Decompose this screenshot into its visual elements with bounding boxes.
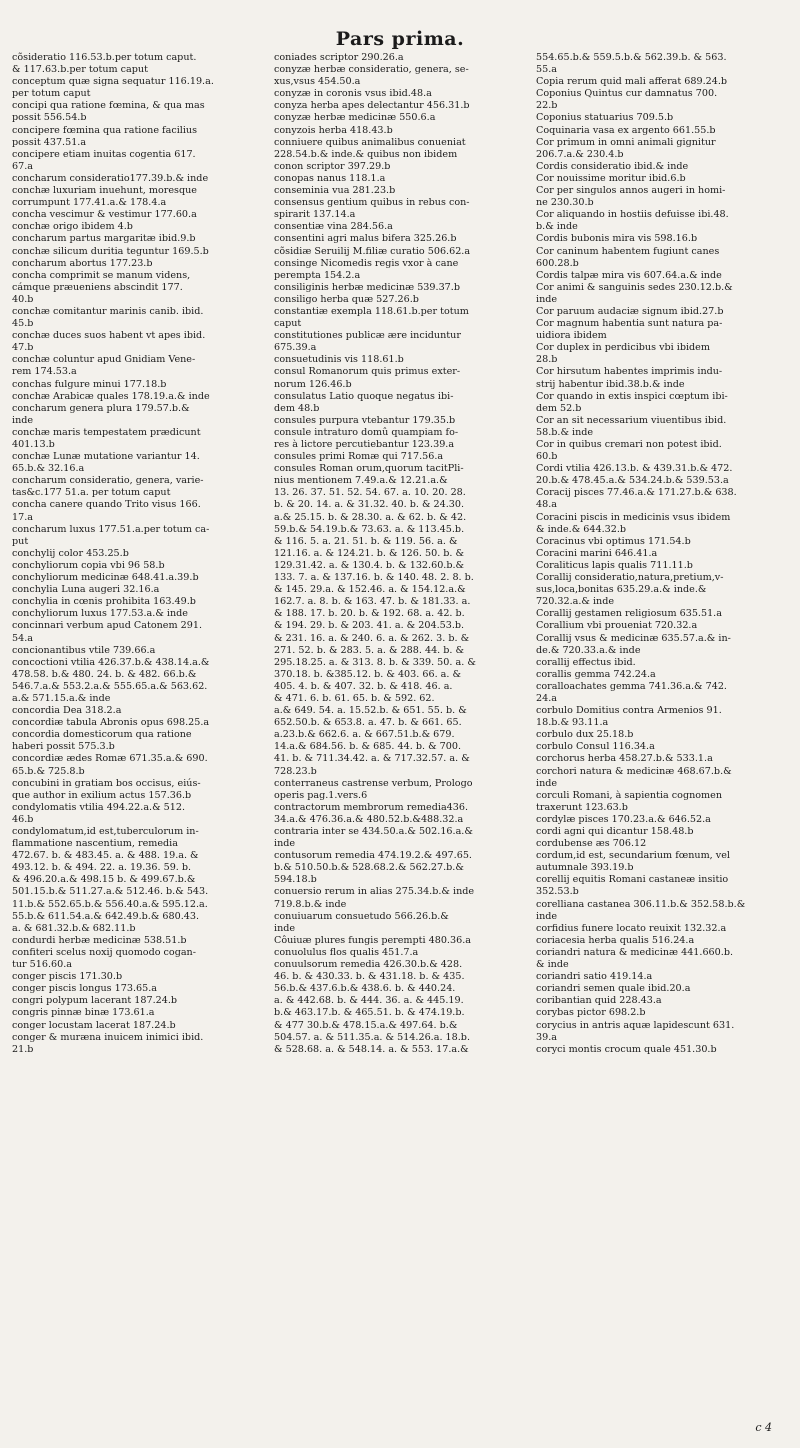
index-entry: conyzæ herbæ medicinæ 550.6.a bbox=[274, 112, 436, 124]
index-entry: concharum abortus 177.23.b bbox=[12, 257, 153, 269]
index-entry: Corallij consideratio,natura,pretium,v- bbox=[536, 572, 724, 584]
index-entry: 45.b bbox=[12, 318, 34, 330]
index-entry: corrumpunt 177.41.a.& 178.4.a bbox=[12, 197, 167, 209]
index-entry: & 471. 6. b. 61. 65. b. & 592. 62. bbox=[274, 692, 435, 704]
index-entry: inde bbox=[274, 838, 296, 850]
index-entry: haberi possit 575.3.b bbox=[12, 741, 115, 753]
index-entry: 121.16. a. & 124.21. b. & 126. 50. b. & bbox=[274, 547, 465, 559]
index-entry: 65.b.& 32.16.a bbox=[12, 463, 85, 475]
index-entry: conchæ luxuriam inuehunt, moresque bbox=[12, 185, 197, 197]
index-entry: concoctioni vtilia 426.37.b.& 438.14.a.& bbox=[12, 656, 210, 668]
index-entry: b.& 510.50.b.& 528.68.2.& 562.27.b.& bbox=[274, 862, 464, 874]
index-entry: conyzæ in coronis vsus ibid.48.a bbox=[274, 88, 432, 100]
index-entry: 493.12. b. & 494. 22. a. 19.36. 59. b. bbox=[12, 862, 192, 874]
index-entry: 39.a bbox=[536, 1031, 557, 1043]
index-entry: conyzæ herbæ consideratio, genera, se- bbox=[274, 64, 469, 76]
index-entry: consinge Nicomedis regis vxor à cane bbox=[274, 257, 459, 269]
index-entry: norum 126.46.b bbox=[274, 378, 352, 390]
index-entry: 206.7.a.& 230.4.b bbox=[536, 148, 624, 160]
index-entry: 228.54.b.& inde.& quibus non ibidem bbox=[274, 148, 458, 160]
index-entry: 271. 52. b. & 283. 5. a. & 288. 44. b. & bbox=[274, 644, 465, 656]
index-entry: concha canere quando Trito visus 166. bbox=[12, 499, 201, 511]
index-entry: a. & 681.32.b.& 682.11.b bbox=[12, 922, 136, 934]
index-entry: Cordis talpæ mira vis 607.64.a.& inde bbox=[536, 269, 722, 281]
index-entry: cordylæ pisces 170.23.a.& 646.52.a bbox=[536, 813, 711, 825]
index-entry: 60.b bbox=[536, 451, 558, 463]
index-entry: concinnari verbum apud Catonem 291. bbox=[12, 620, 202, 632]
index-entry: corellij equitis Romani castaneæ insitio bbox=[536, 874, 729, 886]
index-entry: possit 556.54.b bbox=[12, 112, 87, 124]
index-entry: b.& 463.17.b. & 465.51. b. & 474.19.b. bbox=[274, 1007, 465, 1019]
index-entry: contractorum membrorum remedia436. bbox=[274, 801, 469, 813]
index-entry: corallis gemma 742.24.a bbox=[536, 668, 656, 680]
index-entry: strij habentur ibid.38.b.& inde bbox=[536, 378, 685, 390]
index-entry: b. & 20. 14. a. & 31.32. 40. b. & 24.30. bbox=[274, 499, 465, 511]
index-entry: operis pag.1.vers.6 bbox=[274, 789, 368, 801]
index-entry: concordia domesticorum qua ratione bbox=[12, 729, 192, 741]
index-entry: 600.28.b bbox=[536, 257, 579, 269]
index-entry: dem 48.b bbox=[274, 402, 320, 414]
index-entry: corbulo Consul 116.34.a bbox=[536, 741, 655, 753]
index-entry: coriandri natura & medicinæ 441.660.b. bbox=[536, 946, 734, 958]
index-entry: corallij effectus ibid. bbox=[536, 656, 636, 668]
index-entry: 54.a bbox=[12, 632, 33, 644]
index-entry: a.& 649. 54. a. 15.52.b. & 651. 55. b. & bbox=[274, 705, 467, 717]
index-entry: Corallij vsus & medicinæ 635.57.a.& in- bbox=[536, 632, 731, 644]
index-entry: 13. 26. 37. 51. 52. 54. 67. a. 10. 20. 28. bbox=[274, 487, 466, 499]
index-entry: inde bbox=[274, 922, 296, 934]
index-entry: & 117.63.b.per totum caput bbox=[12, 64, 148, 76]
index-entry: inde bbox=[12, 414, 34, 426]
index-entry: conchyliorum luxus 177.53.a.& inde bbox=[12, 608, 188, 620]
index-entry: rem 174.53.a bbox=[12, 366, 77, 378]
running-head: Pars prima. bbox=[335, 28, 465, 50]
index-entry: & 194. 29. b. & 203. 41. a. & 204.53.b. bbox=[274, 620, 465, 632]
index-entry: 28.b bbox=[536, 354, 558, 366]
index-entry: corculi Romani, à sapientia cognomen bbox=[536, 789, 723, 801]
index-entry: Corallium vbi proueniat 720.32.a bbox=[536, 620, 698, 632]
index-entry: corybas pictor 698.2.b bbox=[536, 1007, 646, 1019]
index-entry: & 477 30.b.& 478.15.a.& 497.64. b.& bbox=[274, 1019, 458, 1031]
index-entry: 41. b. & 711.34.42. a. & 717.32.57. a. & bbox=[274, 753, 470, 765]
index-entry: 295.18.25. a. & 313. 8. b. & 339. 50. a. & bbox=[274, 656, 476, 668]
index-entry: 59.b.& 54.19.b.& 73.63. a. & 113.45.b. bbox=[274, 523, 465, 535]
index-entry: conchyliorum copia vbi 96 58.b bbox=[12, 559, 165, 571]
index-columns bbox=[12, 52, 790, 1422]
index-entry: 675.39.a bbox=[274, 342, 317, 354]
index-entry: cõsidiæ Seruilij M.filiæ curatio 506.62.a bbox=[274, 245, 471, 257]
index-entry: Cor nouissime moritur ibid.6.b bbox=[536, 172, 686, 184]
index-entry: xus,vsus 454.50.a bbox=[274, 76, 361, 88]
index-entry: concubini in gratiam bos occisus, eiús- bbox=[12, 777, 201, 789]
index-entry: 719.8.b.& inde bbox=[274, 898, 347, 910]
index-entry: corchori natura & medicinæ 468.67.b.& bbox=[536, 765, 732, 777]
index-entry: conuersio rerum in alias 275.34.b.& inde bbox=[274, 886, 475, 898]
index-entry: 22.b bbox=[536, 100, 558, 112]
index-entry: concharum consideratio, genera, varie- bbox=[12, 475, 204, 487]
index-entry: sus,loca,bonitas 635.29.a.& inde.& bbox=[536, 584, 707, 596]
index-entry: cordubense æs 706.12 bbox=[536, 838, 647, 850]
index-entry: perempta 154.2.a bbox=[274, 269, 361, 281]
index-entry: concordiæ tabula Abronis opus 698.25.a bbox=[12, 717, 210, 729]
index-entry: conchæ comitantur marinis canib. ibid. bbox=[12, 305, 204, 317]
index-entry: conniuere quibus animalibus conueniat bbox=[274, 136, 466, 148]
index-entry: cõsideratio 116.53.b.per totum caput. bbox=[12, 52, 197, 63]
index-entry: contusorum remedia 474.19.2.& 497.65. bbox=[274, 850, 472, 862]
index-entry: autumnale 393.19.b bbox=[536, 862, 634, 874]
index-entry: & inde.& 644.32.b bbox=[536, 523, 627, 535]
index-entry: conchæ maris tempestatem prædicunt bbox=[12, 426, 201, 438]
index-entry: Coquinaria vasa ex argento 661.55.b bbox=[536, 124, 716, 136]
index-entry: conyzois herba 418.43.b bbox=[274, 124, 393, 136]
index-entry: put bbox=[12, 535, 29, 547]
index-entry: conchylij color 453.25.b bbox=[12, 547, 129, 559]
index-entry: consules primi Romæ qui 717.56.a bbox=[274, 451, 444, 463]
index-entry: conchæ coluntur apud Gnidiam Vene- bbox=[12, 354, 196, 366]
index-entry: 720.32.a.& inde bbox=[536, 596, 615, 608]
index-entry: conchæ Arabicæ quales 178.19.a.& inde bbox=[12, 390, 210, 402]
index-entry: 56.b.& 437.6.b.& 438.6. b. & 440.24. bbox=[274, 983, 456, 995]
index-entry: conon scriptor 397.29.b bbox=[274, 160, 391, 172]
index-entry: consules Roman orum,quorum tacitPli- bbox=[274, 463, 464, 475]
index-entry: Cor paruum audaciæ signum ibid.27.b bbox=[536, 305, 724, 317]
index-entry: a.23.b.& 662.6. a. & 667.51.b.& 679. bbox=[274, 729, 455, 741]
index-entry: consule intraturo domû quampiam fo- bbox=[274, 426, 459, 438]
index-entry: 129.31.42. a. & 130.4. b. & 132.60.b.& bbox=[274, 559, 465, 571]
index-entry: inde bbox=[536, 293, 558, 305]
index-entry: 18.b.& 93.11.a bbox=[536, 717, 609, 729]
index-entry: conchæ duces suos habent vt apes ibid. bbox=[12, 330, 206, 342]
index-entry: 40.b bbox=[12, 293, 34, 305]
index-entry: inde bbox=[536, 777, 558, 789]
index-entry: cordi agni qui dicantur 158.48.b bbox=[536, 826, 694, 837]
index-column-1 bbox=[12, 52, 266, 1422]
index-entry: caput bbox=[274, 318, 302, 330]
index-entry: 14.a.& 684.56. b. & 685. 44. b. & 700. bbox=[274, 741, 462, 753]
index-entry: a.& 25.15. b. & 28.30. a. & 62. b. & 42. bbox=[274, 511, 467, 523]
index-entry: Copia rerum quid mali afferat 689.24.b bbox=[536, 76, 728, 88]
index-entry: Cor duplex in perdicibus vbi ibidem bbox=[536, 342, 710, 354]
index-entry: Cor animi & sanguinis sedes 230.12.b.& bbox=[536, 281, 733, 293]
index-entry: 728.23.b bbox=[274, 765, 317, 777]
index-entry: Cor primum in omni animali gignitur bbox=[536, 136, 716, 148]
index-entry: 34.a.& 476.36.a.& 480.52.b.&488.32.a bbox=[274, 813, 464, 825]
index-entry: 133. 7. a. & 137.16. b. & 140. 48. 2. 8. b. bbox=[274, 572, 474, 584]
index-entry: conger & muræna inuicem inimici ibid. bbox=[12, 1031, 204, 1043]
index-entry: constitutiones publicæ ære inciduntur bbox=[274, 330, 461, 342]
index-entry: & 116. 5. a. 21. 51. b. & 119. 56. a. & bbox=[274, 535, 458, 547]
index-entry: concionantibus vtile 739.66.a bbox=[12, 644, 156, 656]
index-entry: conyza herba apes delectantur 456.31.b bbox=[274, 100, 470, 112]
index-entry: coriandri satio 419.14.a bbox=[536, 971, 653, 983]
index-entry: Cor an sit necessarium viuentibus ibid. bbox=[536, 414, 727, 426]
index-entry: 55.b.& 611.54.a.& 642.49.b.& 680.43. bbox=[12, 910, 200, 922]
index-entry: a. & 442.68. b. & 444. 36. a. & 445.19. bbox=[274, 995, 464, 1007]
index-entry: corbulo Domitius contra Armenios 91. bbox=[536, 705, 722, 717]
index-entry: conger locustam lacerat 187.24.b bbox=[12, 1019, 176, 1031]
index-entry: coriacesia herba qualis 516.24.a bbox=[536, 934, 695, 946]
index-entry: 554.65.b.& 559.5.b.& 562.39.b. & 563. bbox=[536, 52, 727, 63]
index-entry: Coponius Quintus cur damnatus 700. bbox=[536, 88, 718, 100]
index-entry: 478.58. b.& 480. 24. b. & 482. 66.b.& bbox=[12, 668, 197, 680]
index-entry: Coracinus vbi optimus 171.54.b bbox=[536, 535, 691, 547]
index-entry: dem 52.b bbox=[536, 402, 582, 414]
index-entry: & 496.20.a.& 498.15 b. & 499.67.b.& bbox=[12, 874, 196, 886]
index-entry: Cordis consideratio ibid.& inde bbox=[536, 160, 689, 172]
index-entry: consentiæ vina 284.56.a bbox=[274, 221, 393, 233]
index-entry: corchorus herba 458.27.b.& 533.1.a bbox=[536, 753, 713, 765]
index-entry: a.& 571.15.a.& inde bbox=[12, 692, 111, 704]
index-entry: conchæ Lunæ mutatione variantur 14. bbox=[12, 451, 200, 463]
index-entry: coryci montis crocum quale 451.30.b bbox=[536, 1043, 717, 1055]
index-entry: conuolulus flos qualis 451.7.a bbox=[274, 946, 419, 958]
index-entry: 472.67. b. & 483.45. a. & 488. 19.a. & bbox=[12, 850, 199, 862]
index-entry: Cor magnum habentia sunt natura pa- bbox=[536, 318, 723, 330]
index-entry: conchyliorum medicinæ 648.41.a.39.b bbox=[12, 572, 199, 584]
index-entry: spirarit 137.14.a bbox=[274, 209, 356, 221]
index-entry: coralloachates gemma 741.36.a.& 742. bbox=[536, 680, 727, 692]
index-entry: & 528.68. a. & 548.14. a. & 553. 17.a.& bbox=[274, 1043, 469, 1055]
index-entry: de.& 720.33.a.& inde bbox=[536, 644, 641, 656]
index-entry: consensus gentium quibus in rebus con- bbox=[274, 197, 470, 209]
index-entry: Coracij pisces 77.46.a.& 171.27.b.& 638. bbox=[536, 487, 737, 499]
index-entry: consentini agri malus bifera 325.26.b bbox=[274, 233, 457, 245]
index-entry: conchylia in cœnis prohibita 163.49.b bbox=[12, 596, 196, 608]
index-entry: 65.b.& 725.8.b bbox=[12, 765, 85, 777]
index-entry: nius mentionem 7.49.a.& 12.21.a.& bbox=[274, 475, 448, 487]
index-entry: Cor in quibus cremari non potest ibid. bbox=[536, 439, 722, 450]
index-entry: Cor quando in extis inspici cœptum ibi- bbox=[536, 390, 728, 402]
index-entry: 504.57. a. & 511.35.a. & 514.26.a. 18.b. bbox=[274, 1031, 470, 1043]
index-entry: concharum consideratio177.39.b.& inde bbox=[12, 172, 209, 184]
signature-mark: c 4 bbox=[755, 1421, 772, 1434]
index-entry: condylomatis vtilia 494.22.a.& 512. bbox=[12, 801, 186, 813]
index-entry: 11.b.& 552.65.b.& 556.40.a.& 595.12.a. bbox=[12, 898, 208, 910]
index-entry: corbulo dux 25.18.b bbox=[536, 729, 634, 741]
index-entry: consiliginis herbæ medicinæ 539.37.b bbox=[274, 281, 460, 293]
index-entry: ne 230.30.b bbox=[536, 197, 594, 209]
index-entry: 501.15.b.& 511.27.a.& 512.46. b.& 543. bbox=[12, 886, 209, 898]
index-entry: consules purpura vtebantur 179.35.b bbox=[274, 414, 456, 426]
index-entry: conger piscis longus 173.65.a bbox=[12, 983, 157, 995]
index-entry: conopas nanus 118.1.a bbox=[274, 172, 386, 184]
index-entry: 652.50.b. & 653.8. a. 47. b. & 661. 65. bbox=[274, 717, 462, 729]
index-entry: 370.18. b. &385.12. b. & 403. 66. a. & bbox=[274, 668, 462, 680]
index-entry: cámque præueniens abscindit 177. bbox=[12, 281, 183, 293]
index-entry: Coraliticus lapis qualis 711.11.b bbox=[536, 559, 693, 571]
index-entry: consulatus Latio quoque negatus ibi- bbox=[274, 390, 454, 402]
index-entry: Cordis bubonis mira vis 598.16.b bbox=[536, 233, 698, 245]
index-entry: Côuiuæ plures fungis perempti 480.36.a bbox=[274, 934, 471, 946]
index-entry: inde bbox=[536, 910, 558, 922]
index-entry: conceptum quæ signa sequatur 116.19.a. bbox=[12, 76, 214, 88]
index-entry: Coracini piscis in medicinis vsus ibidem bbox=[536, 511, 731, 523]
index-entry: 48.a bbox=[536, 499, 557, 511]
index-entry: 47.b bbox=[12, 342, 34, 354]
index-entry: conchylia Luna augeri 32.16.a bbox=[12, 584, 160, 596]
index-entry: 24.a bbox=[536, 692, 557, 704]
index-entry: 55.a bbox=[536, 64, 557, 76]
index-entry: tur 516.60.a bbox=[12, 959, 73, 971]
index-entry: Cor caninum habentem fugiunt canes bbox=[536, 245, 720, 257]
index-entry: coribantian quid 228.43.a bbox=[536, 995, 662, 1007]
index-entry: condurdi herbæ medicinæ 538.51.b bbox=[12, 934, 187, 946]
index-entry: conuulsorum remedia 426.30.b.& 428. bbox=[274, 959, 463, 971]
index-entry: coriandri semen quale ibid.20.a bbox=[536, 983, 691, 995]
index-entry: concipere fœmina qua ratione facilius bbox=[12, 124, 198, 136]
index-entry: uidiora ibidem bbox=[536, 330, 607, 342]
index-entry: & 145. 29.a. & 152.46. a. & 154.12.a.& bbox=[274, 584, 466, 596]
index-entry: 46.b bbox=[12, 813, 34, 825]
index-entry: coniades scriptor 290.26.a bbox=[274, 52, 404, 63]
index-entry: confiteri scelus noxij quomodo cogan- bbox=[12, 946, 196, 958]
index-entry: Coracini marini 646.41.a bbox=[536, 547, 658, 559]
index-entry: conchæ silicum duritia teguntur 169.5.b bbox=[12, 245, 209, 257]
index-entry: 67.a bbox=[12, 160, 33, 172]
index-entry: 162.7. a. 8. b. & 163. 47. b. & 181.33. a. bbox=[274, 596, 471, 608]
index-entry: Cor per singulos annos augeri in homi- bbox=[536, 185, 726, 197]
index-entry: 20.b.& 478.45.a.& 534.24.b.& 539.53.a bbox=[536, 475, 729, 487]
index-entry: Cordi vtilia 426.13.b. & 439.31.b.& 472. bbox=[536, 463, 733, 475]
index-entry: Cor aliquando in hostiis defuisse ibi.48. bbox=[536, 209, 729, 221]
index-entry: concipi qua ratione fœmina, & qua mas bbox=[12, 100, 205, 112]
index-entry: & 188. 17. b. 20. b. & 192. 68. a. 42. b. bbox=[274, 608, 465, 620]
index-entry: cordum,id est, secundarium fœnum, vel bbox=[536, 850, 730, 862]
index-entry: b.& inde bbox=[536, 221, 578, 233]
index-entry: Cor hirsutum habentes imprimis indu- bbox=[536, 366, 723, 378]
index-entry: 21.b bbox=[12, 1043, 34, 1055]
index-entry: res à lictore percutiebantur 123.39.a bbox=[274, 439, 455, 450]
index-entry: 46. b. & 430.33. b. & 431.18. b. & 435. bbox=[274, 971, 465, 983]
index-entry: concordiæ ædes Romæ 671.35.a.& 690. bbox=[12, 753, 208, 765]
index-entry: conseminia vua 281.23.b bbox=[274, 185, 396, 197]
index-entry: possit 437.51.a bbox=[12, 136, 87, 148]
index-entry: 352.53.b bbox=[536, 886, 579, 898]
index-entry: conuiuarum consuetudo 566.26.b.& bbox=[274, 910, 449, 922]
index-column-2 bbox=[274, 52, 528, 1422]
index-column-3 bbox=[536, 52, 790, 1422]
index-entry: concharum genera plura 179.57.b.& bbox=[12, 402, 190, 414]
index-entry: consiligo herba quæ 527.26.b bbox=[274, 293, 419, 305]
index-entry: concha vescimur & vestimur 177.60.a bbox=[12, 209, 197, 221]
index-entry: conterraneus castrense verbum, Prologo bbox=[274, 777, 473, 789]
index-entry: congri polypum lacerant 187.24.b bbox=[12, 995, 178, 1007]
index-entry: concha comprimit se manum videns, bbox=[12, 269, 191, 281]
index-entry: conchæ origo ibidem 4.b bbox=[12, 221, 133, 233]
index-entry: Coponius statuarius 709.5.b bbox=[536, 112, 674, 124]
index-entry: flammatione nascentium, remedia bbox=[12, 838, 178, 850]
index-entry: & inde bbox=[536, 959, 569, 971]
index-entry: congris pinnæ binæ 173.61.a bbox=[12, 1007, 155, 1019]
index-entry: consul Romanorum quis primus exter- bbox=[274, 366, 461, 378]
index-entry: 17.a bbox=[12, 511, 33, 523]
index-entry: 401.13.b bbox=[12, 439, 55, 450]
index-entry: corelliana castanea 306.11.b.& 352.58.b.& bbox=[536, 898, 746, 910]
index-entry: & 231. 16. a. & 240. 6. a. & 262. 3. b. & bbox=[274, 632, 470, 644]
index-entry: concipere etiam inuitas cogentia 617. bbox=[12, 148, 196, 160]
index-entry: 594.18.b bbox=[274, 874, 317, 886]
index-entry: condylomatum,id est,tuberculorum in- bbox=[12, 826, 199, 837]
index-entry: Corallij gestamen religiosum 635.51.a bbox=[536, 608, 722, 620]
index-entry: corycius in antris aquæ lapidescunt 631. bbox=[536, 1019, 735, 1031]
index-entry: traxerunt 123.63.b bbox=[536, 801, 628, 813]
index-entry: corfidius funere locato reuixit 132.32.a bbox=[536, 922, 727, 934]
index-entry: consuetudinis vis 118.61.b bbox=[274, 354, 404, 366]
index-entry: tas&c.177 51.a. per totum caput bbox=[12, 487, 171, 499]
index-entry: constantiæ exempla 118.61.b.per totum bbox=[274, 305, 469, 317]
index-entry: contraria inter se 434.50.a.& 502.16.a.& bbox=[274, 826, 473, 837]
index-entry: 58.b.& inde bbox=[536, 426, 594, 438]
index-entry: per totum caput bbox=[12, 88, 91, 100]
index-entry: conchas fulgure minui 177.18.b bbox=[12, 378, 167, 390]
index-entry: concharum partus margaritæ ibid.9.b bbox=[12, 233, 196, 245]
index-entry: concordia Dea 318.2.a bbox=[12, 705, 122, 717]
index-entry: que author in exilium actus 157.36.b bbox=[12, 789, 192, 801]
index-entry: conger piscis 171.30.b bbox=[12, 971, 123, 983]
index-entry: 405. 4. b. & 407. 32. b. & 418. 46. a. bbox=[274, 680, 453, 692]
index-entry: 546.7.a.& 553.2.a.& 555.65.a.& 563.62. bbox=[12, 680, 208, 692]
index-entry: concharum luxus 177.51.a.per totum ca- bbox=[12, 523, 210, 535]
